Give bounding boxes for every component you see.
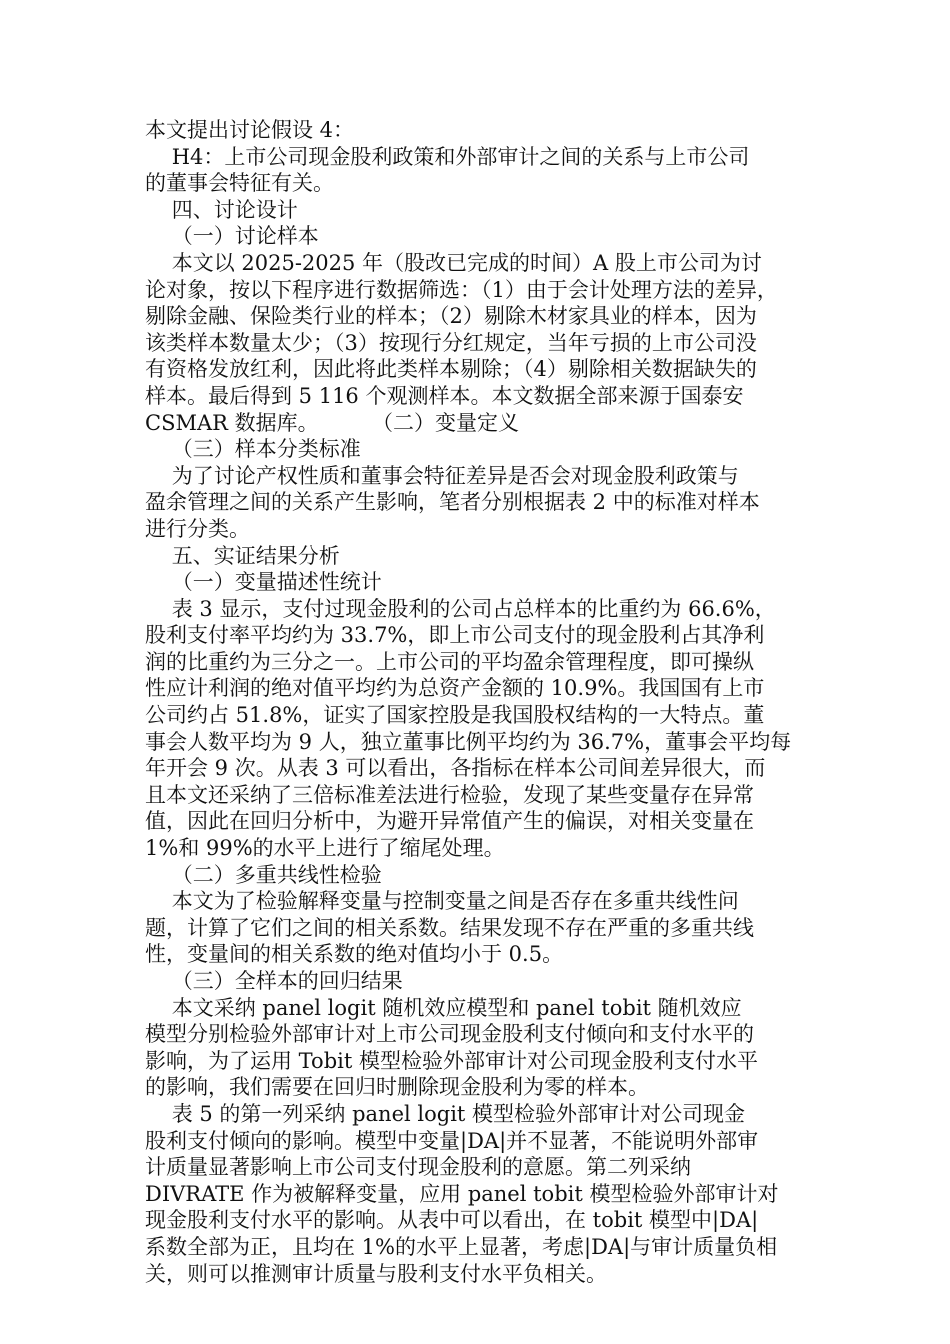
text-line: 为了讨论产权性质和董事会特征差异是否会对现金股利政策与	[145, 463, 739, 488]
text-line: 盈余管理之间的关系产生影响，笔者分别根据表 2 中的标准对样本	[145, 490, 760, 515]
text-line: 值，因此在回归分析中，为避开异常值产生的偏误，对相关变量在	[145, 809, 754, 834]
text-line: 股利支付率平均约为 33.7%，即上市公司支付的现金股利占其净利	[145, 623, 765, 648]
text-line: 本文采纳 panel logit 随机效应模型和 panel tobit 随机效应	[145, 995, 742, 1020]
hypothesis-h4: H4：上市公司现金股利政策和外部审计之间的关系与上市公司	[145, 144, 750, 169]
text-line: 有资格发放红利，因此将此类样本剔除；（4）剔除相关数据缺失的	[145, 357, 757, 382]
text-line: 关，则可以推测审计质量与股利支付水平负相关。	[145, 1261, 607, 1286]
text-line: 年开会 9 次。从表 3 可以看出，各指标在样本公司间差异很大，而	[145, 756, 766, 781]
text-line: 公司约占 51.8%，证实了国家控股是我国股权结构的一大特点。董	[145, 703, 765, 728]
text-line: 表 5 的第一列采纳 panel logit 模型检验外部审计对公司现金	[145, 1101, 746, 1126]
section-heading: 五、实证结果分析	[145, 543, 340, 568]
text-line: 的董事会特征有关。	[145, 171, 334, 196]
subsection-heading: （三）样本分类标准	[145, 437, 361, 462]
text-line: 的影响，我们需要在回归时删除现金股利为零的样本。	[145, 1075, 649, 1100]
text-line: 样本。最后得到 5 116 个观测样本。本文数据全部来源于国泰安	[145, 383, 744, 408]
text-line: 剔除金融、保险类行业的样本；（2）剔除木材家具业的样本，因为	[145, 304, 757, 329]
text-line: CSMAR 数据库。 （二）变量定义	[145, 410, 520, 435]
text-line: 性，变量间的相关系数的绝对值均小于 0.5。	[145, 942, 564, 967]
text-line: 系数全部为正，且均在 1%的水平上显著，考虑|DA|与审计质量负相	[145, 1234, 778, 1259]
text-line: 本文以 2025-2025 年（股改已完成的时间）A 股上市公司为讨	[145, 250, 762, 275]
text-line: 计质量显著影响上市公司支付现金股利的意愿。第二列采纳	[145, 1155, 691, 1180]
subsection-heading: （一）变量描述性统计	[145, 570, 382, 595]
text-line: 性应计利润的绝对值平均约为总资产金额的 10.9%。我国国有上市	[145, 676, 765, 701]
text-line: 润的比重约为三分之一。上市公司的平均盈余管理程度，即可操纵	[145, 649, 754, 674]
text-line: DIVRATE 作为被解释变量，应用 panel tobit 模型检验外部审计对	[145, 1181, 779, 1206]
text-line: 现金股利支付水平的影响。从表中可以看出，在 tobit 模型中|DA|	[145, 1208, 759, 1233]
text-line: 股利支付倾向的影响。模型中变量|DA|并不显著，不能说明外部审	[145, 1128, 759, 1153]
subsection-heading: （三）全样本的回归结果	[145, 969, 403, 993]
text-line: 影响，为了运用 Tobit 模型检验外部审计对公司现金股利支付水平	[145, 1048, 758, 1073]
text-line: 且本文还采纳了三倍标准差法进行检验，发现了某些变量存在异常	[145, 782, 754, 807]
text-line: 表 3 显示，支付过现金股利的公司占总样本的比重约为 66.6%，	[145, 596, 776, 621]
text-line: 事会人数平均为 9 人，独立董事比例平均约为 36.7%，董事会平均每	[145, 729, 792, 754]
text-line: 该类样本数量太少；（3）按现行分红规定，当年亏损的上市公司没	[145, 330, 757, 355]
text-line: 论对象，按以下程序进行数据筛选：（1）由于会计处理方法的差异，	[145, 277, 778, 302]
section-heading: 四、讨论设计	[145, 197, 298, 222]
subsection-heading: （一）讨论样本	[145, 224, 319, 249]
text-line: 本文提出讨论假设 4：	[145, 118, 355, 142]
text-line: 本文为了检验解释变量与控制变量之间是否存在多重共线性问	[145, 889, 739, 914]
document-body	[145, 117, 815, 1287]
subsection-heading: （二）多重共线性检验	[145, 862, 382, 887]
text-line: 1%和 99%的水平上进行了缩尾处理。	[145, 836, 505, 861]
text-line: 题，计算了它们之间的相关系数。结果发现不存在严重的多重共线	[145, 915, 754, 940]
text-line: 进行分类。	[145, 516, 250, 541]
text-line: 模型分别检验外部审计对上市公司现金股利支付倾向和支付水平的	[145, 1022, 754, 1047]
